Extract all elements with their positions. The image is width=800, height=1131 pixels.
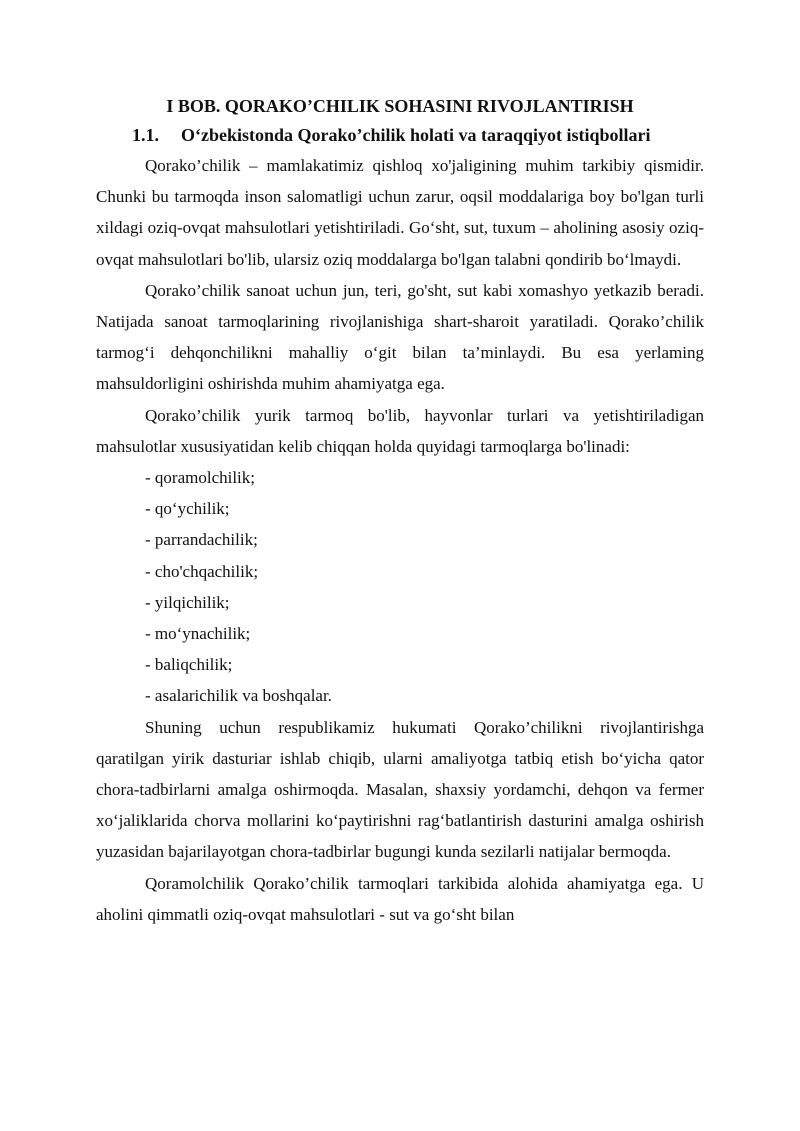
list-item: - cho'chqachilik; <box>145 561 259 581</box>
list-item: - qoramolchilik; <box>145 468 256 488</box>
branch-list <box>96 462 704 712</box>
list-item: - yilqichilik; <box>145 592 230 612</box>
document-page <box>96 92 704 930</box>
paragraph: Qorako’chilik yurik tarmoq bo'lib, hayvonlar turlari va yetishtiriladigan mahsulotlar xususiyatidan kelib chiqqan holda quyidagi tarmoqlarga bo'linadi: <box>96 405 704 456</box>
section-number: 1.1. <box>132 125 159 145</box>
paragraph: Qoramolchilik Qorako’chilik tarmoqlari tarkibida alohida ahamiyatga ega. U aholini qimmatli oziq-ovqat mahsulotlari - sut va go‘sht bilan <box>96 873 704 924</box>
list-item: - qo‘ychilik; <box>145 499 230 519</box>
paragraph: Shuning uchun respublikamiz hukumati Qorako’chilikni rivojlantirishga qaratilgan yirik dasturiar ishlab chiqib, ularni amaliyotga tatbiq etish bo‘yicha qator chora-tadbirlarni amalga oshirmoqda. Masalan, shaxsiy yordamchi, dehqon va fermer xo‘jaliklarida chorva mollarini ko‘paytirishni rag‘batlantirish dasturini amalga oshirish yuzasidan bajarilayotgan chora-tadbirlar bugungi kunda sezilarli natijalar bermoqda. <box>96 717 704 862</box>
paragraph: Qorako’chilik sanoat uchun jun, teri, go'sht, sut kabi xomashyo yetkazib beradi. Natijada sanoat tarmoqlarining rivojlanishiga shart-sharoit yaratiladi. Qorako’chilik tarmog‘i dehqonchilikni mahalliy o‘git bilan ta’minlaydi. Bu esa yerlaming mahsuldorligini oshirishda muhim ahamiyatga ega. <box>96 280 704 394</box>
section-heading <box>96 121 704 150</box>
list-item: - mo‘ynachilik; <box>145 624 251 644</box>
chapter-title: I BOB. QORAKO’CHILIK SOHASINI RIVOJLANTIRISH <box>166 96 634 116</box>
paragraph: Qorako’chilik – mamlakatimiz qishloq xo'jaligining muhim tarkibiy qismidir. Chunki bu tarmoqda inson salomatligi uchun zarur, oqsil moddalariga boy bo'lgan turli xildagi oziq-ovqat mahsulotlari yetishtiriladi. Go‘sht, sut, tuxum – aholining asosiy oziq-ovqat mahsulotlari bo'lib, ularsiz oziq moddalarga bo'lgan talabni qondirib bo‘lmaydi. <box>96 156 704 269</box>
list-item: - baliqchilik; <box>145 655 233 675</box>
section-title: O‘zbekistonda Qorako’chilik holati va taraqqiyot istiqbollari <box>181 125 651 145</box>
list-item: - asalarichilik va boshqalar. <box>145 686 332 706</box>
list-item: - parrandachilik; <box>145 530 258 550</box>
